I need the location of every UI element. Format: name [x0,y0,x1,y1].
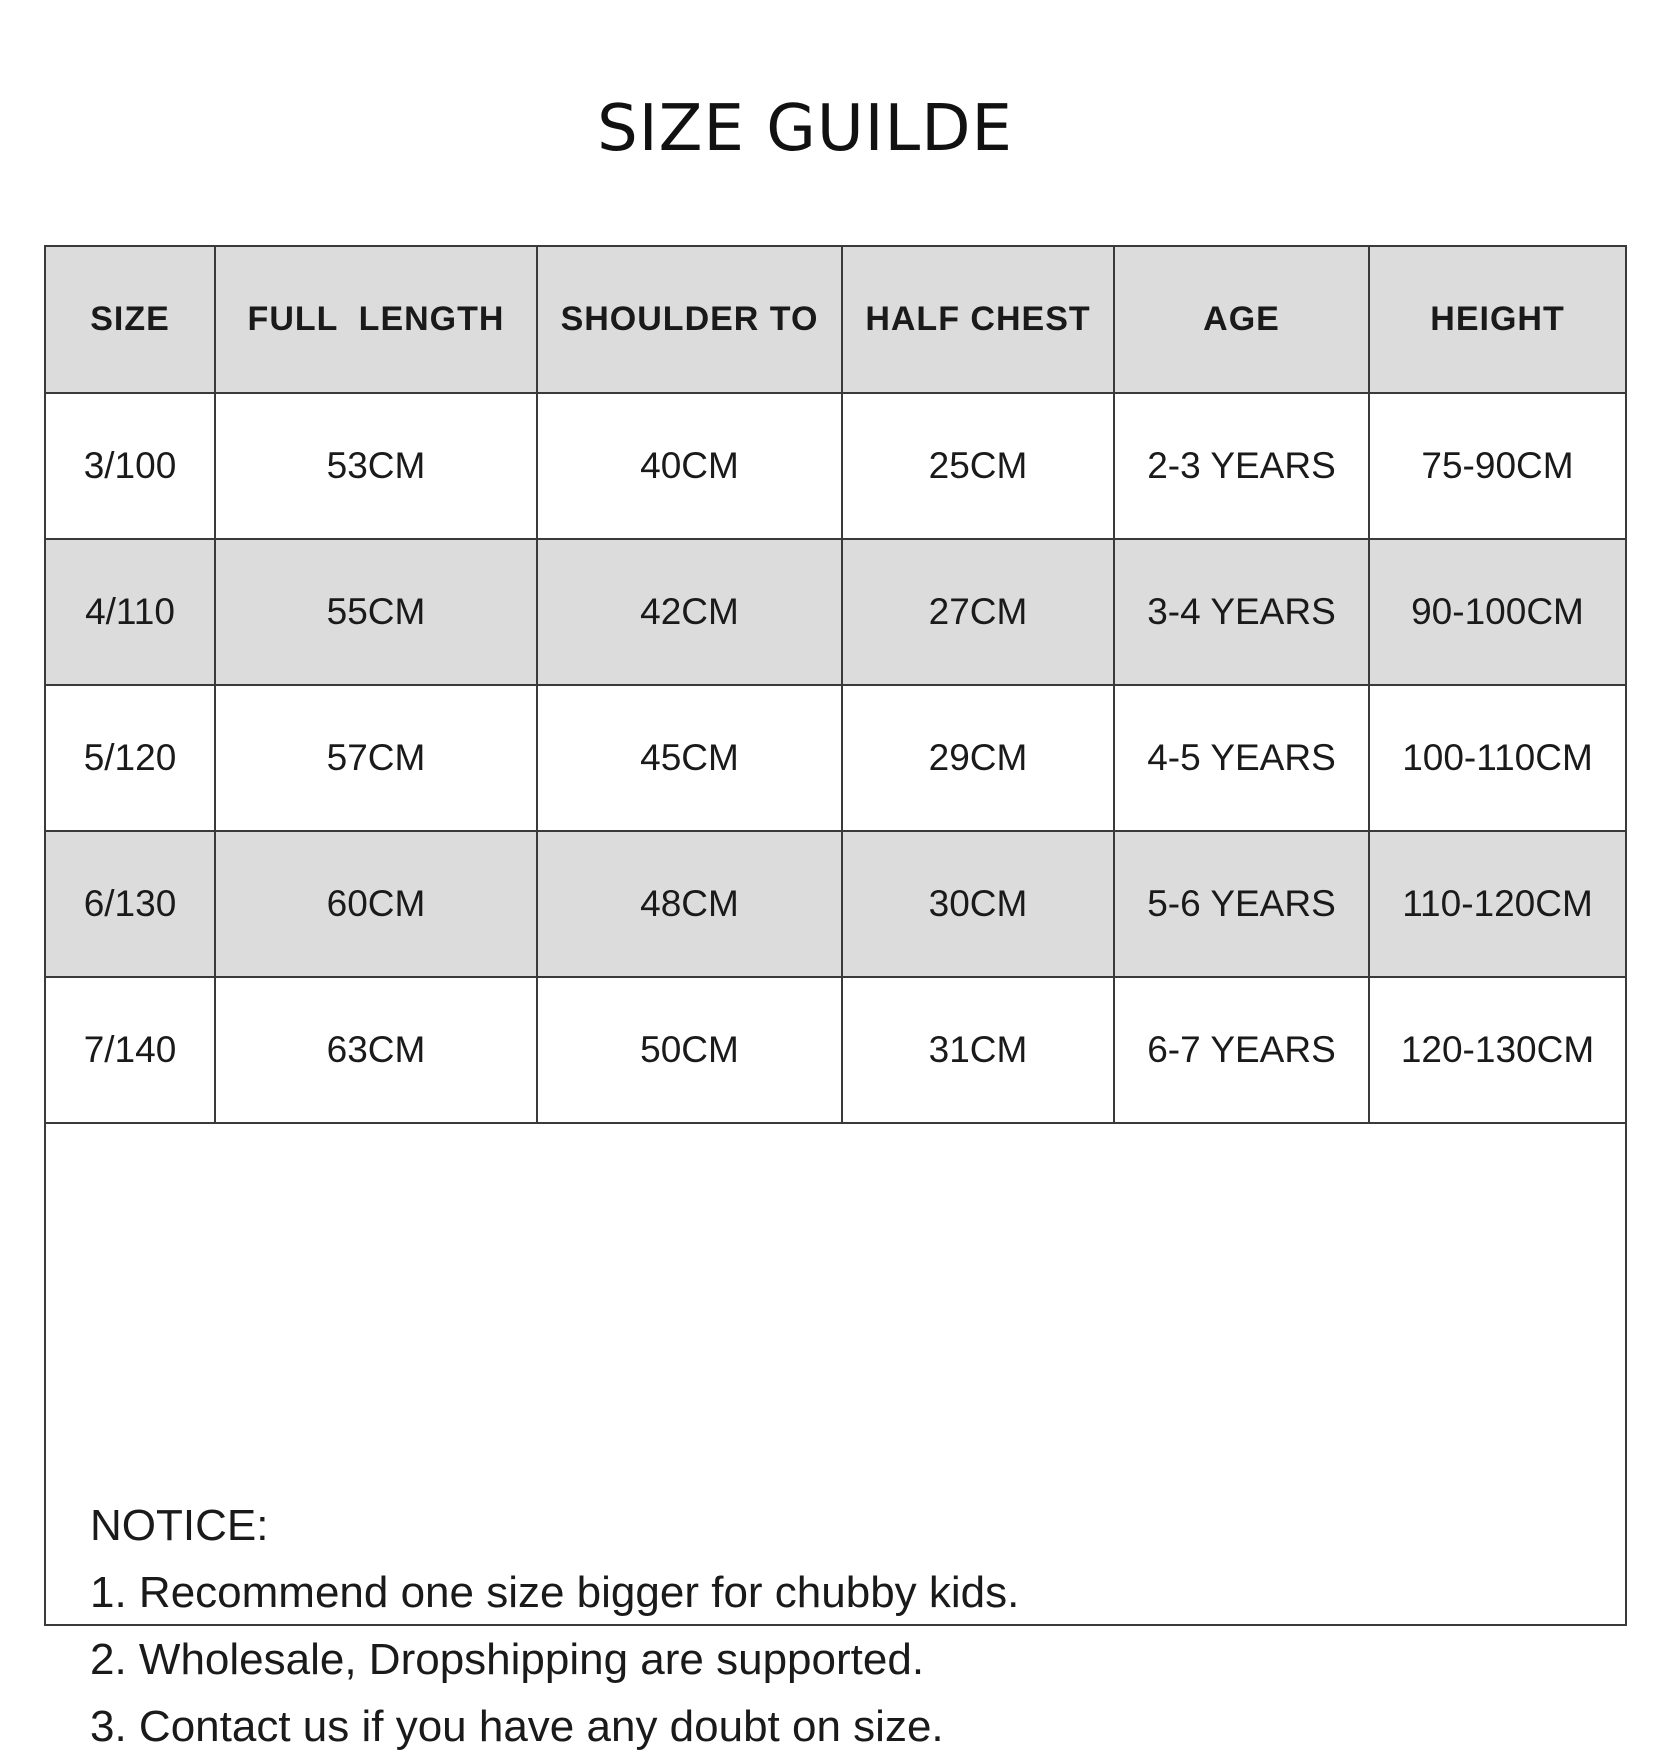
header-age: AGE [1114,247,1369,393]
cell-height: 110-120CM [1369,831,1625,977]
cell-full-length: 60CM [215,831,537,977]
cell-height: 75-90CM [1369,393,1625,539]
cell-size: 3/100 [46,393,215,539]
table-row [46,685,1625,831]
cell-full-length: 63CM [215,977,537,1123]
cell-half-chest: 27CM [842,539,1114,685]
cell-height: 100-110CM [1369,685,1625,831]
table-row [46,831,1625,977]
cell-full-length: 53CM [215,393,537,539]
notice-section [90,1492,1019,1760]
notice-item: 1. Recommend one size bigger for chubby kids. [90,1568,1020,1617]
cell-height: 90-100CM [1369,539,1625,685]
cell-size: 6/130 [46,831,215,977]
notice-item: 2. Wholesale, Dropshipping are supported. [90,1635,925,1684]
notice-item: 3. Contact us if you have any doubt on size. [90,1702,944,1751]
cell-half-chest: 29CM [842,685,1114,831]
header-size: SIZE [46,247,215,393]
table-header-row [46,247,1625,393]
cell-shoulder-to: 42CM [537,539,842,685]
header-half-chest: HALF CHEST [842,247,1114,393]
cell-height: 120-130CM [1369,977,1625,1123]
cell-age: 2-3 YEARS [1114,393,1369,539]
header-height: HEIGHT [1369,247,1625,393]
cell-half-chest: 25CM [842,393,1114,539]
size-table [46,247,1625,1124]
table-row [46,393,1625,539]
cell-shoulder-to: 45CM [537,685,842,831]
cell-full-length: 57CM [215,685,537,831]
page-title: SIZE GUILDE [597,92,1013,166]
cell-half-chest: 30CM [842,831,1114,977]
notice-heading: NOTICE: [90,1501,269,1550]
cell-size: 5/120 [46,685,215,831]
cell-age: 6-7 YEARS [1114,977,1369,1123]
header-full-length: FULL LENGTH [215,247,537,393]
cell-age: 3-4 YEARS [1114,539,1369,685]
cell-size: 7/140 [46,977,215,1123]
cell-half-chest: 31CM [842,977,1114,1123]
table-row [46,539,1625,685]
cell-age: 4-5 YEARS [1114,685,1369,831]
table-row [46,977,1625,1123]
header-shoulder-to: SHOULDER TO [537,247,842,393]
size-chart-frame [44,245,1627,1751]
cell-shoulder-to: 50CM [537,977,842,1123]
cell-age: 5-6 YEARS [1114,831,1369,977]
cell-shoulder-to: 40CM [537,393,842,539]
cell-full-length: 55CM [215,539,537,685]
cell-shoulder-to: 48CM [537,831,842,977]
cell-size: 4/110 [46,539,215,685]
